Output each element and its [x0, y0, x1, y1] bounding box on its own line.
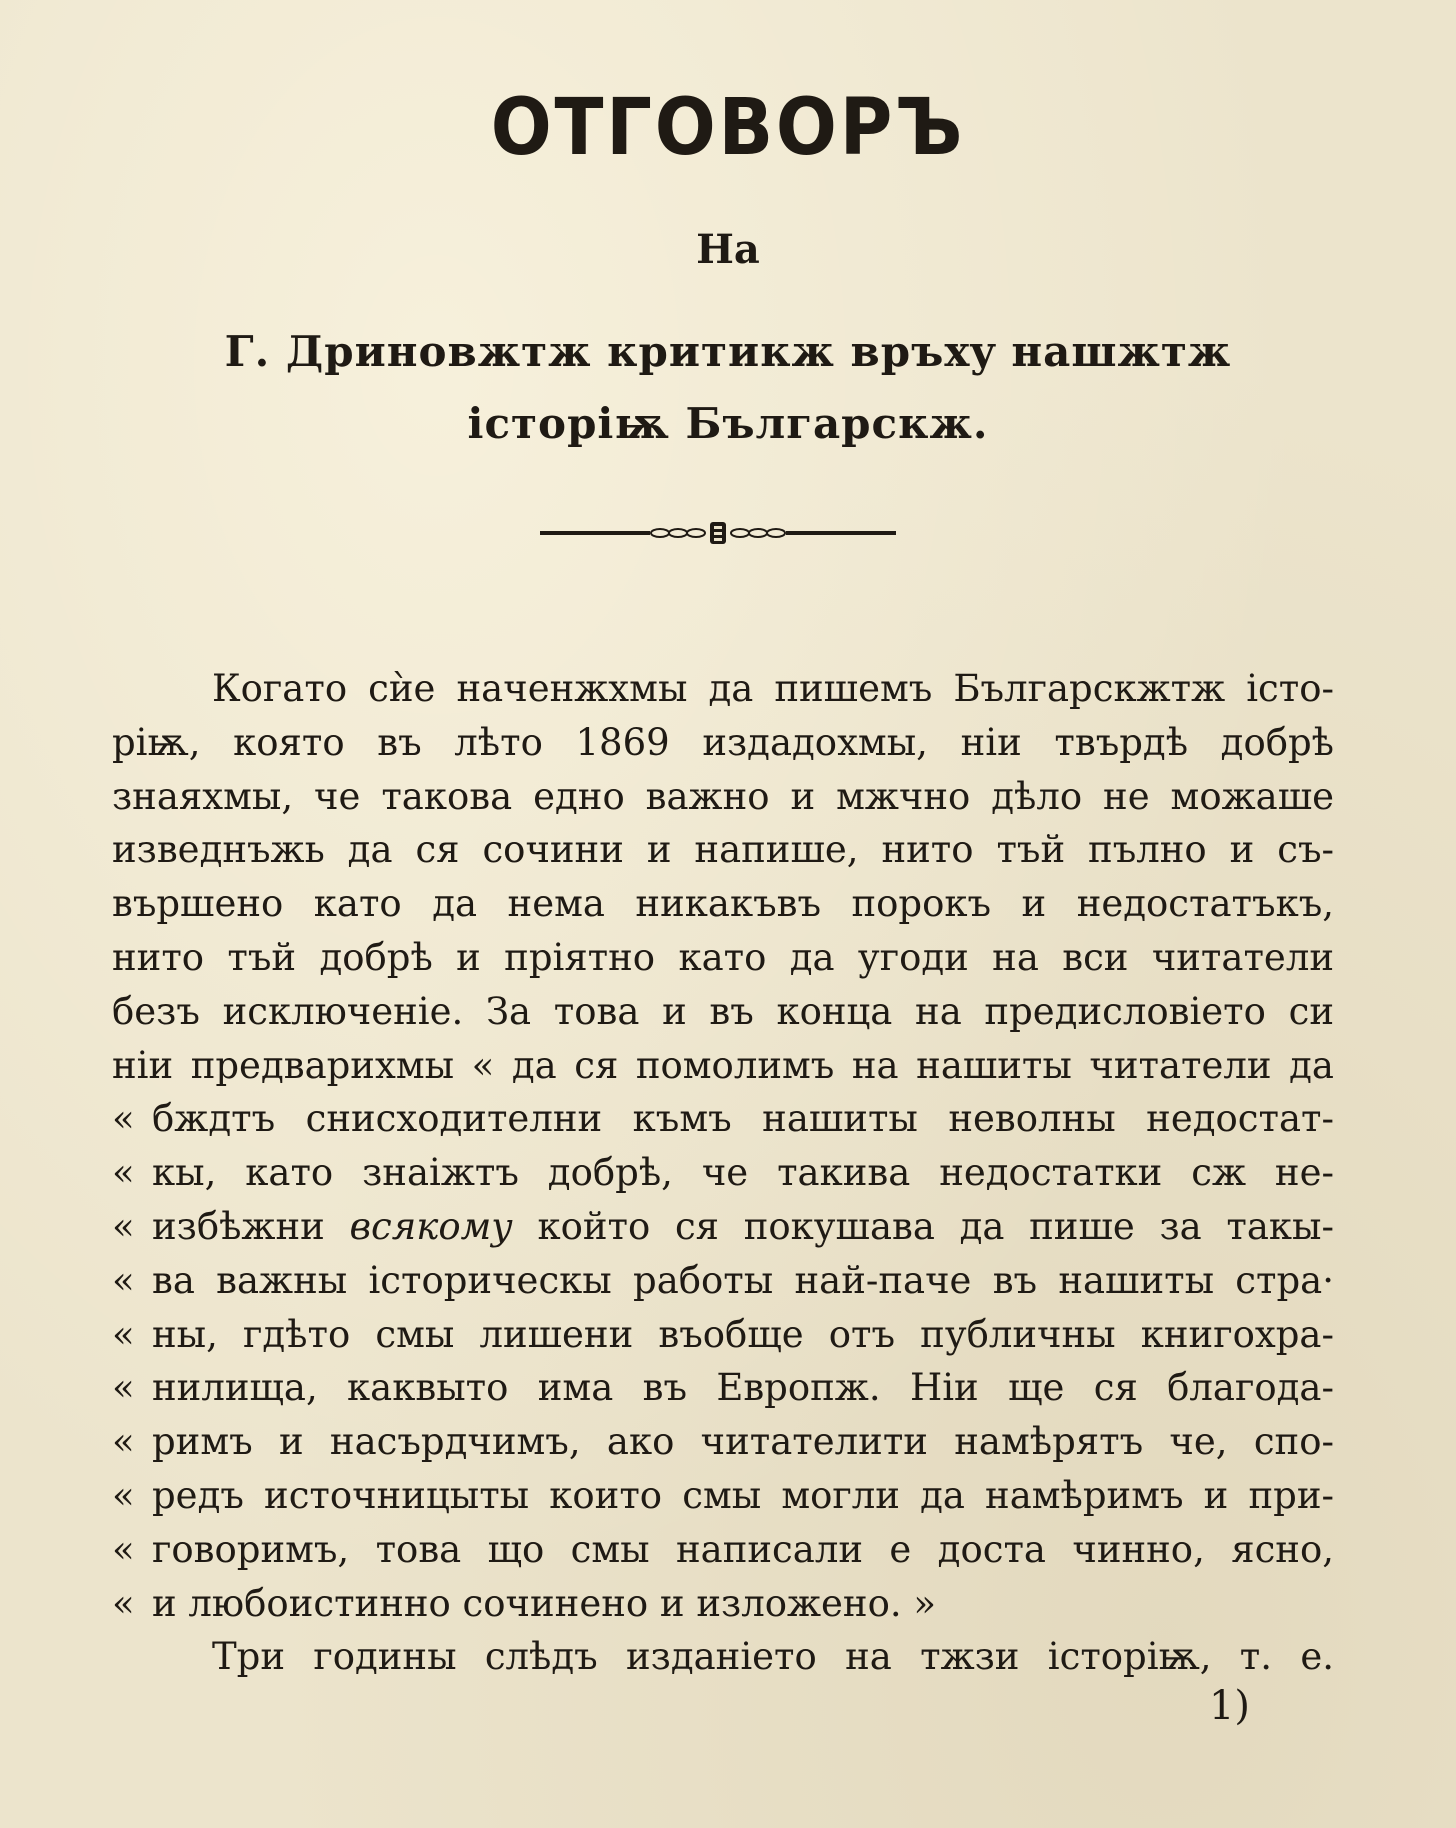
- quote-text-with-emphasis: [152, 1200, 1334, 1254]
- ornament-divider: [540, 518, 896, 548]
- quote-line: [112, 1523, 1334, 1577]
- quote-mark: «: [112, 1420, 135, 1464]
- body-line: знаяхмы, че такова едно важно и мжчно дѣло не можаше: [112, 774, 1334, 818]
- quote-text: римъ и насърдчимъ, ако читателити намѣрятъ че, спо-: [152, 1420, 1334, 1464]
- body-line: Когато сѝе наченжхмы да пишемъ Българскжтж істо-: [212, 667, 1334, 710]
- quote-text: който ся покушава да пише за такы-: [512, 1204, 1334, 1248]
- quote-mark: «: [112, 1204, 135, 1248]
- quote-mark: «: [112, 1312, 135, 1356]
- quote-text: и любоистинно сочинено и изложено. »: [152, 1581, 937, 1625]
- quote-mark: «: [112, 1473, 135, 1517]
- quote-line: [112, 1415, 1334, 1469]
- quote-mark: «: [112, 1258, 135, 1302]
- body-line: нито тъй добрѣ и пріятно като да угоди на вси читатели: [112, 935, 1334, 979]
- body-line: ріѭ, която въ лѣто 1869 издадохмы, ніи твърдѣ добрѣ: [112, 720, 1334, 764]
- page-number: 1): [1208, 1683, 1250, 1729]
- quote-line: [112, 1254, 1334, 1308]
- quote-text: бждтъ снисходителни къмъ нашиты неволны недостат-: [152, 1097, 1334, 1141]
- quote-line: [112, 1469, 1334, 1523]
- quote-mark: «: [112, 1527, 135, 1571]
- title-preposition: На: [696, 226, 760, 273]
- quote-mark: «: [112, 1366, 135, 1410]
- body-line: вършено като да нема никакъвъ порокъ и недостатъкъ,: [112, 882, 1334, 926]
- quote-line: [112, 1361, 1334, 1415]
- quote-mark: «: [112, 1151, 135, 1195]
- quote-line: [112, 1200, 1334, 1254]
- page-title: ОТГОВОРЪ: [490, 83, 966, 173]
- quote-text: ны, гдѣто смы лишени въобще отъ публичны книгохра-: [152, 1312, 1334, 1356]
- quote-text: кы, като знаіжтъ добрѣ, че такива недостатки сж не-: [152, 1151, 1334, 1195]
- quote-text: избѣжни: [152, 1204, 350, 1248]
- quote-line: [112, 1092, 1334, 1146]
- subtitle-line-2: історіѭ Българскж.: [467, 399, 989, 448]
- quote-mark: «: [112, 1097, 135, 1141]
- quote-text: редъ источницыты които смы могли да намѣримъ и при-: [152, 1473, 1334, 1517]
- emphasized-word: всякому: [349, 1204, 513, 1248]
- quote-mark: «: [112, 1581, 135, 1625]
- quote-text: говоримъ, това що смы написали е доста чинно, ясно,: [152, 1527, 1334, 1571]
- quote-text: нилища, каквыто има въ Европж. Ніи ще ся благода-: [152, 1366, 1334, 1410]
- quote-line: [112, 1146, 1334, 1200]
- body-line: безъ исключеніе. За това и въ конца на предисловіето си: [112, 989, 1334, 1033]
- quote-line: [112, 1308, 1334, 1362]
- body-line: Три годины слѣдъ изданіето на тжзи історіѭ, т. е.: [212, 1635, 1334, 1679]
- body-line: изведнъжь да ся сочини и напише, нито тъй пълно и съ-: [112, 828, 1334, 872]
- quote-line: [112, 1577, 1334, 1631]
- body-paragraph: [112, 662, 1334, 1684]
- body-line: ніи предварихмы « да ся помолимъ на нашиты читатели да: [112, 1043, 1334, 1087]
- subtitle-line-1: Г. Дриновжтж критикж връхy нашжтж: [224, 327, 1232, 376]
- quote-text: ва важны історическы работы най-паче въ нашиты стра·: [152, 1258, 1334, 1302]
